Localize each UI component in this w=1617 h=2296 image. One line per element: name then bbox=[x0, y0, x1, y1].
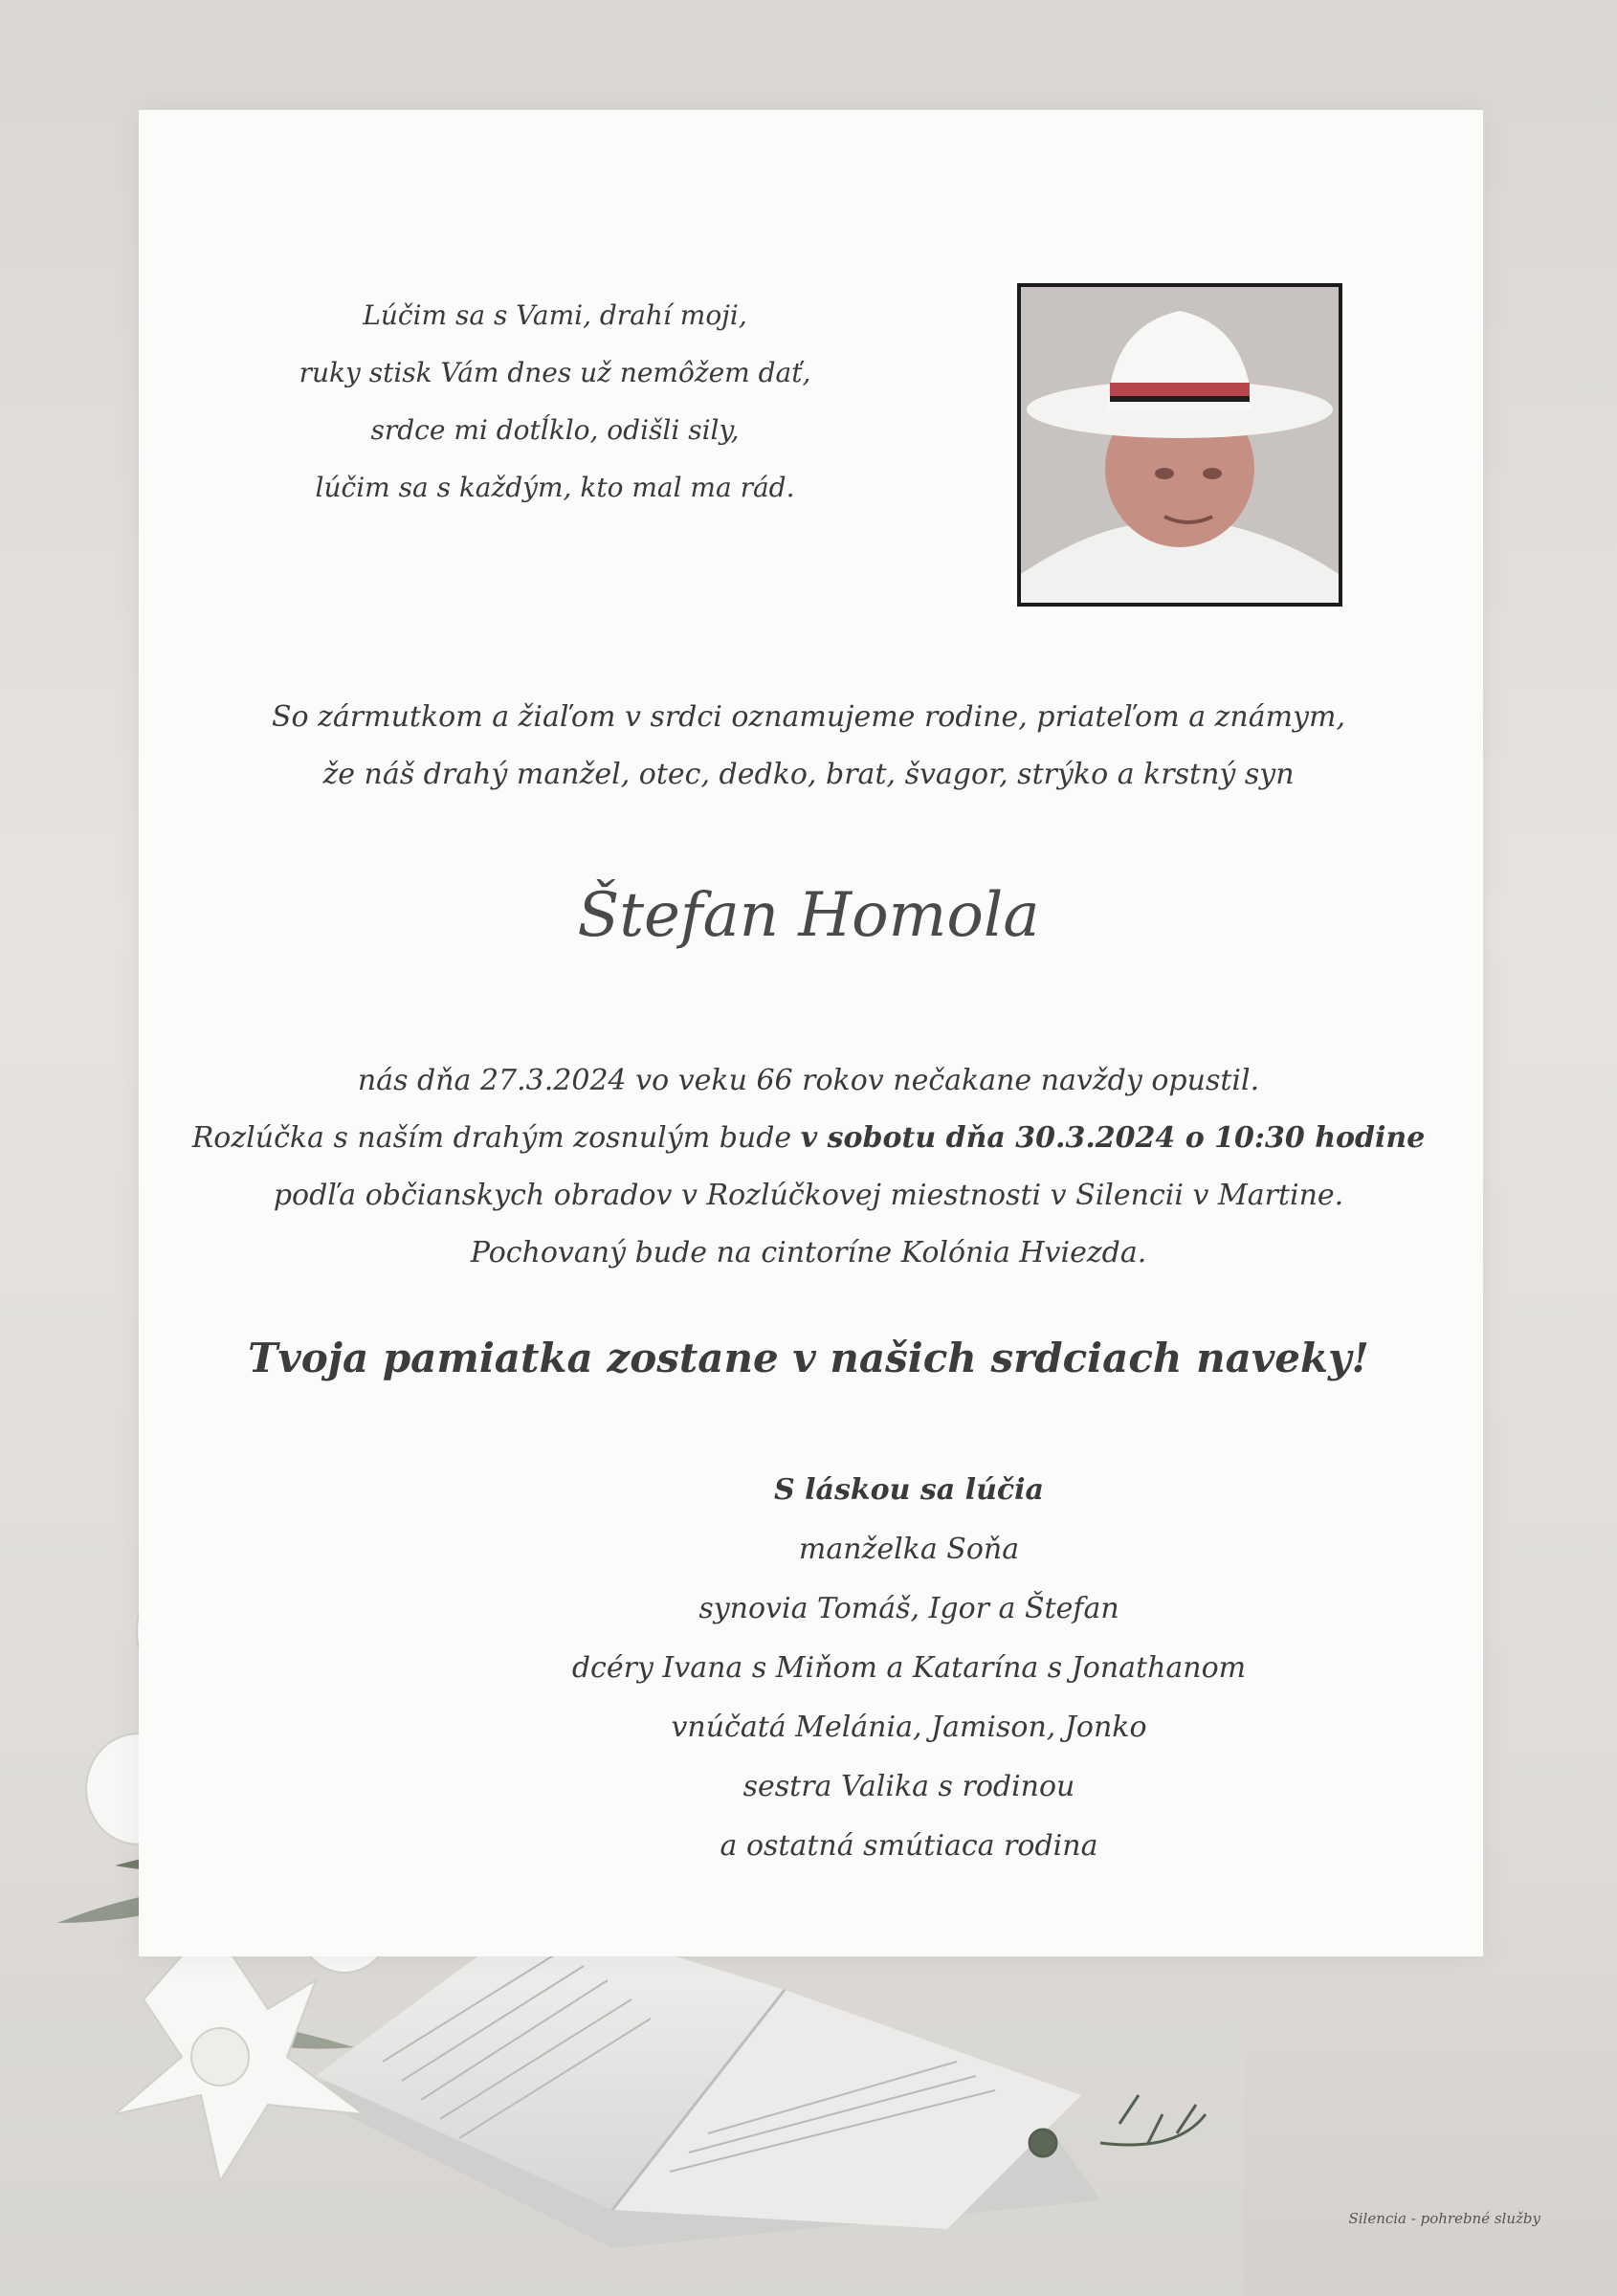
signoff-lead: S láskou sa lúčia bbox=[774, 1473, 1044, 1507]
memorial-motto: Tvoja pamiatka zostane v našich srdciach naveky! bbox=[248, 1335, 1369, 1381]
ceremony-datetime: v sobotu dňa 30.3.2024 o 10:30 hodine bbox=[800, 1121, 1426, 1155]
poem-line: ruky stisk Vám dnes už nemôžem dať, bbox=[299, 357, 811, 388]
family-member-line: sestra Valika s rodinou bbox=[742, 1770, 1075, 1803]
intro-line: So zármutkom a žiaľom v srdci oznamujeme rodine, priateľom a známym, bbox=[271, 700, 1346, 734]
family-signoff bbox=[526, 1461, 1292, 1876]
portrait-image bbox=[1021, 287, 1339, 603]
intro-line: že náš drahý manžel, otec, dedko, brat, švagor, strýko a krstný syn bbox=[322, 758, 1295, 791]
death-date-line: nás dňa 27.3.2024 vo veku 66 rokov nečakane navždy opustil. bbox=[357, 1064, 1260, 1097]
poem-line: Lúčim sa s Vami, drahí moji, bbox=[363, 299, 747, 331]
burial-line: Pochovaný bude na cintoríne Kolónia Hviezda. bbox=[470, 1236, 1147, 1269]
ceremony-line bbox=[144, 1110, 1473, 1167]
poem-line: srdce mi dotĺklo, odišli sily, bbox=[370, 414, 740, 446]
family-member-line: manželka Soňa bbox=[798, 1533, 1020, 1566]
poem-line: lúčim sa s každým, kto mal ma rád. bbox=[315, 472, 795, 503]
announcement-intro bbox=[191, 689, 1426, 804]
family-member-line: a ostatná smútiaca rodina bbox=[720, 1829, 1098, 1863]
deceased-name: Štefan Homola bbox=[577, 880, 1040, 951]
portrait-photo bbox=[1017, 283, 1342, 607]
ceremony-prefix: Rozlúčka s naším drahým zosnulým bude bbox=[191, 1121, 801, 1155]
family-member-line: synovia Tomáš, Igor a Štefan bbox=[698, 1592, 1119, 1625]
funeral-details bbox=[144, 1052, 1473, 1282]
ceremony-location-line: podľa občianskych obradov v Rozlúčkovej miestnosti v Silencii v Martine. bbox=[273, 1179, 1344, 1212]
farewell-poem bbox=[287, 287, 823, 517]
family-member-line: dcéry Ivana s Miňom a Katarína s Jonathanom bbox=[571, 1651, 1247, 1685]
family-member-line: vnúčatá Melánia, Jamison, Jonko bbox=[671, 1711, 1147, 1744]
funeral-service-credit: Silencia - pohrebné služby bbox=[1348, 2210, 1540, 2227]
